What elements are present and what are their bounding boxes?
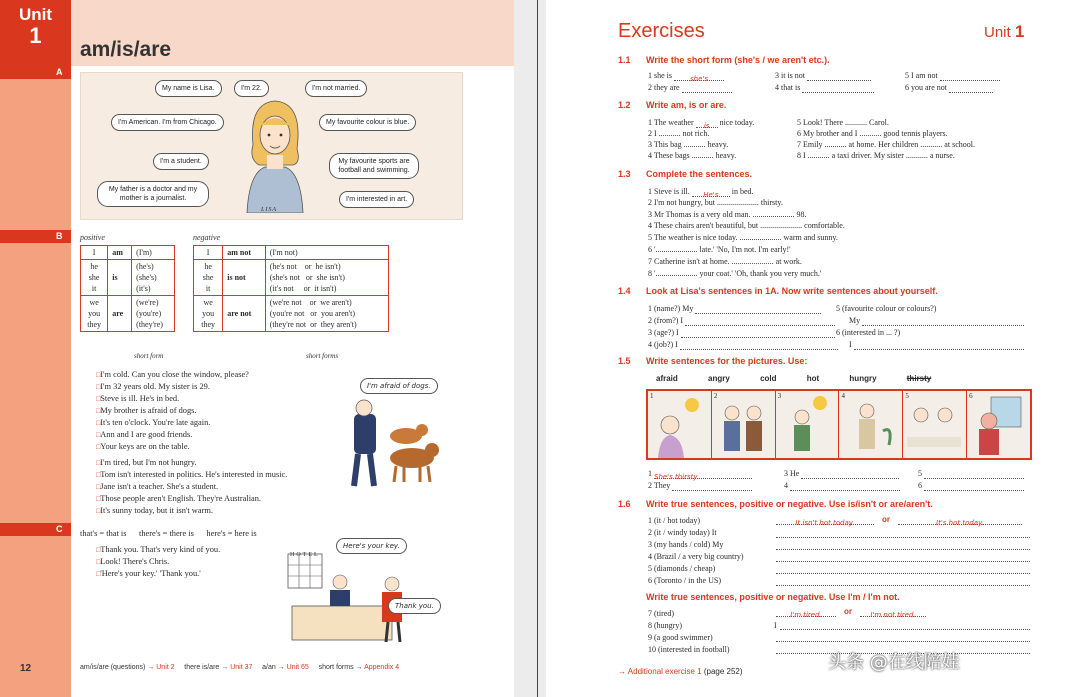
item-text: 1 The weather [648, 118, 696, 127]
pos-row-3 [81, 296, 175, 332]
item-text: 4 (job?) I [648, 340, 678, 349]
ex-1-6-item: 2 (it / windy today) It [648, 528, 717, 537]
angry-man-picture [967, 391, 1029, 458]
picture-cell [967, 391, 1030, 458]
footer-text: am/is/are (questions) → [80, 664, 157, 671]
answer-blank[interactable] [854, 342, 1024, 350]
item-text: I [849, 340, 852, 349]
ex-1-4-item [648, 315, 835, 326]
neg-contraction: (I'm not) [265, 246, 388, 260]
hotel-illustration [284, 548, 444, 644]
answer-blank[interactable] [674, 73, 724, 81]
answer-blank[interactable] [695, 306, 821, 314]
item-text: 3 He [784, 469, 800, 478]
footer-text: short forms → [318, 664, 365, 671]
answer-blank[interactable] [680, 342, 838, 350]
answer-blank[interactable] [940, 73, 1000, 81]
exercises-unit-number: 1 [1014, 22, 1025, 41]
list-item: □ I'm cold. Can you close the window, please? [96, 369, 249, 381]
hungry-people-picture [903, 391, 965, 458]
picture-number: 3 [777, 392, 782, 400]
ex-1-6b-line8: I [774, 621, 777, 630]
lisa-portrait [239, 93, 311, 213]
ex-1-2-item: 5 Look! There ........... Carol. [797, 118, 889, 127]
answer-blank[interactable] [776, 517, 874, 525]
ex-1-1-item [775, 82, 874, 93]
bubble-age: I'm 22. [234, 80, 269, 97]
picture-cell [712, 391, 776, 458]
unit-box [0, 0, 71, 66]
negative-label: negative [193, 233, 221, 242]
b-examples-list-1 [96, 369, 249, 453]
list-item: □ Thank you. That's very kind of you. [96, 544, 220, 556]
item-text: 1 she is [648, 71, 672, 80]
footer-link[interactable]: Unit 37 [230, 664, 253, 671]
picture-number: 6 [969, 392, 973, 400]
pos-verb: are [108, 296, 132, 332]
bubble-name: My name is Lisa. [155, 80, 222, 97]
answer-blank[interactable] [862, 318, 1024, 326]
section-b-label: B [56, 231, 63, 241]
ex-1-1-item [775, 70, 871, 81]
item-text: 3 (age?) I [648, 328, 679, 337]
ex-1-5-number: 1.5 [618, 356, 631, 366]
item-text: 5 [918, 469, 922, 478]
ex-1-2-item: 3 This bag ........... heavy. [648, 140, 729, 149]
list-item: □ Your keys are on the table. [96, 441, 249, 453]
answer-blank[interactable] [776, 609, 836, 617]
handwritten-answer: I'm tired. [790, 611, 822, 619]
dog-speech-bubble: I'm afraid of dogs. [360, 378, 438, 394]
answer-line[interactable] [776, 542, 1030, 550]
ex-1-5-answer [784, 480, 900, 491]
item-text: 5 I am not [905, 71, 938, 80]
item-text: 3 it is not [775, 71, 806, 80]
answer-blank[interactable] [672, 483, 752, 491]
ex-1-2-item: 4 These bags ........... heavy. [648, 151, 737, 160]
answer-blank[interactable] [681, 330, 835, 338]
ex-1-3-item: 7 Catherine isn't at home. ..................... at work. [648, 257, 802, 266]
list-item: □ Ann and I are good friends. [96, 429, 249, 441]
page-number: 12 [20, 663, 32, 674]
ex-1-3-item: 4 These chairs aren't beautiful, but ..................... comfortable. [648, 221, 845, 230]
ex-1-3-item: 6 '..................... late.' 'No, I'm not. I'm early!' [648, 245, 791, 254]
word-item: cold [760, 374, 777, 383]
cold-people-picture [712, 391, 774, 458]
picture-cell [776, 391, 840, 458]
bubble-colour: My favourite colour is blue. [319, 114, 416, 131]
ex-1-4-item [849, 339, 1024, 350]
ex-1-6b-item: 9 (a good swimmer) [648, 633, 713, 642]
answer-blank[interactable] [790, 483, 900, 491]
pos-subject: we you they [81, 296, 108, 332]
neg-row-2 [194, 260, 389, 296]
ex-1-1-item [905, 82, 993, 93]
hotel-sign: HOTEL [290, 552, 320, 558]
word-item: hot [806, 374, 820, 383]
footer-link[interactable]: Unit 2 [156, 664, 175, 671]
neg-subject: we you they [194, 296, 223, 332]
lisa-illustration [80, 72, 463, 220]
additional-exercise-link[interactable]: Additional exercise 1 [627, 667, 702, 676]
answer-blank[interactable] [654, 471, 752, 479]
ex-1-6-item: 1 (it / hot today) [648, 516, 700, 525]
answer-blank[interactable] [949, 85, 993, 93]
ex-1-3-item: 8 '..................... your coat.' 'Oh, thank you very much.' [648, 269, 822, 278]
section-c-label: C [56, 524, 63, 534]
answer-blank[interactable] [801, 471, 899, 479]
watermark: 头条 @在线陪娃 [828, 652, 960, 673]
neg-subject: I [194, 246, 223, 260]
thirsty-woman-picture [648, 391, 710, 458]
list-item: □ Tom isn't interested in politics. He's interested in music. [96, 469, 287, 481]
ex-1-2-item [648, 117, 754, 128]
answer-blank[interactable] [685, 318, 835, 326]
handwritten-answer: she's [690, 75, 708, 83]
list-item: □ Steve is ill. He's in bed. [96, 393, 249, 405]
ex-1-6b-item: 10 (interested in football) [648, 645, 730, 654]
arrow-icon: → [618, 667, 628, 676]
pos-contraction: (I'm) [132, 246, 175, 260]
list-item: □ I'm 32 years old. My sister is 29. [96, 381, 249, 393]
ex-1-4-number: 1.4 [618, 286, 631, 296]
ex-1-6-number: 1.6 [618, 499, 631, 509]
ex-1-2-heading: Write am, is or are. [646, 100, 727, 110]
answer-blank[interactable] [924, 471, 1024, 479]
answer-blank[interactable] [924, 483, 1024, 491]
item-text: My [849, 316, 861, 325]
answer-blank[interactable] [802, 85, 874, 93]
ex-1-5-heading: Write sentences for the pictures. Use: [646, 356, 808, 366]
answer-blank[interactable] [696, 120, 718, 128]
left-page [0, 0, 514, 697]
footer-text: there is/are → [184, 664, 231, 671]
ex-1-5-answer [648, 468, 752, 479]
ex-1-5-answer [918, 468, 1024, 479]
ex-1-3-item [648, 186, 754, 197]
item-text: 1 [648, 469, 654, 478]
neg-verb: are not [223, 296, 266, 332]
pos-row-2 [81, 260, 175, 296]
picture-number: 4 [841, 392, 845, 400]
pos-contraction: (he's) (she's) (it's) [132, 260, 175, 296]
answer-line[interactable] [776, 634, 1030, 642]
short-forms-label: short forms [306, 352, 339, 360]
neg-verb: am not [223, 246, 266, 260]
word-bank [656, 374, 947, 383]
ex-1-3-number: 1.3 [618, 169, 631, 179]
left-margin-strip [0, 0, 71, 697]
lisa-caption: LISA [261, 207, 277, 213]
additional-exercise-ref [618, 666, 743, 677]
exercises-unit [984, 22, 1024, 42]
neg-subject: he she it [194, 260, 223, 296]
list-item: □ Those people aren't English. They're Australian. [96, 493, 287, 505]
b-examples-list-2 [96, 457, 287, 517]
answer-blank[interactable] [807, 73, 871, 81]
picture-number: 5 [905, 392, 909, 400]
pos-subject: he she it [81, 260, 108, 296]
thank-speech-bubble: Thank you. [388, 598, 441, 614]
answer-blank[interactable] [692, 189, 730, 197]
list-item: □ Jane isn't a teacher. She's a student. [96, 481, 287, 493]
answer-line[interactable] [776, 554, 1030, 562]
neg-contraction: (we're not or we aren't) (you're not or you aren't) (they're not or they aren't) [265, 296, 388, 332]
page-title: am/is/are [80, 38, 172, 61]
footer-link[interactable]: Appendix 4 [364, 664, 400, 671]
ex-1-2-number: 1.2 [618, 100, 631, 110]
ex-1-2-item: 8 I ........... a taxi driver. My sister ........... a nurse. [797, 151, 955, 160]
neg-row-3 [194, 296, 389, 332]
right-page [546, 0, 1080, 697]
neg-verb: is not [223, 260, 266, 296]
ex-1-6b-heading: Write true sentences, positive or negative. Use I'm / I'm not. [646, 592, 900, 602]
key-speech-bubble: Here's your key. [336, 538, 407, 554]
answer-line[interactable] [776, 566, 1030, 574]
list-item: □ My brother is afraid of dogs. [96, 405, 249, 417]
ex-1-6-item: 5 (diamonds / cheap) [648, 564, 716, 573]
pos-contraction: (we're) (you're) (they're) [132, 296, 175, 332]
ex-1-6b-answer-row [776, 606, 926, 617]
ex-1-2-item: 2 I ........... not rich. [648, 129, 710, 138]
footer-link[interactable]: Unit 65 [286, 664, 309, 671]
bubble-parents: My father is a doctor and my mother is a journalist. [97, 181, 209, 207]
item-text: 1 Steve is ill. [648, 187, 692, 196]
unit-label: Unit [18, 5, 53, 24]
word-item: hungry [849, 374, 877, 383]
ex-1-4-item [648, 339, 838, 350]
ex-1-6-item: 3 (my hands / cold) My [648, 540, 724, 549]
c-header: that's = that is there's = there is here's = here is [80, 529, 257, 538]
item-text: 1 (name?) My [648, 304, 694, 313]
answer-line[interactable] [776, 578, 1030, 586]
hot-man-picture [776, 391, 838, 458]
ex-1-1-item [905, 70, 1000, 81]
ex-1-6-answer-row [776, 514, 1022, 525]
ex-1-1-number: 1.1 [618, 55, 631, 65]
item-text: 6 you are not [905, 83, 947, 92]
answer-blank[interactable] [682, 85, 732, 93]
ex-1-5-answer [784, 468, 899, 479]
handwritten-answer: He's [703, 191, 719, 199]
picture-strip [646, 389, 1032, 460]
ex-1-3-item: 5 The weather is nice today. ..................... warm and sunny. [648, 233, 838, 242]
picture-number: 1 [650, 392, 654, 400]
pos-verb: am [108, 246, 132, 260]
bubble-student: I'm a student. [153, 153, 209, 170]
ex-1-3-item: 2 I'm not hungry, but ..................... thirsty. [648, 198, 783, 207]
picture-cell [903, 391, 967, 458]
answer-line[interactable] [780, 622, 1030, 630]
dog-illustration [340, 396, 456, 496]
handwritten-answer: It isn't hot today. [795, 519, 855, 527]
list-item: □ 'Here's your key.' 'Thank you.' [96, 568, 220, 580]
word-item: afraid [656, 374, 678, 383]
ex-1-6-item: 6 (Toronto / in the US) [648, 576, 721, 585]
afraid-man-picture [839, 391, 901, 458]
ex-1-6-item: 4 (Brazil / a very big country) [648, 552, 744, 561]
word-item: angry [708, 374, 730, 383]
handwritten-answer: I'm not tired. [870, 611, 916, 619]
ex-1-4-heading: Look at Lisa's sentences in 1A. Now write sentences about yourself. [646, 286, 938, 296]
ex-1-4-item [648, 303, 821, 314]
ex-1-6-heading: Write true sentences, positive or negative. Use is/isn't or are/aren't. [646, 499, 933, 509]
pos-verb: is [108, 260, 132, 296]
bubble-sports: My favourite sports are football and swimming. [329, 153, 419, 179]
answer-blank[interactable] [898, 517, 1022, 525]
item-text: 4 [784, 481, 788, 490]
ex-1-2-item: 6 My brother and I ........... good tennis players. [797, 129, 948, 138]
book-gutter [514, 0, 546, 697]
picture-number: 2 [713, 392, 718, 400]
or-label: or [882, 515, 890, 524]
neg-contraction: (he's not or he isn't) (she's not or she isn't) (it's not or it isn't) [265, 260, 388, 296]
ex-1-6b-item: 7 (tired) [648, 609, 674, 618]
additional-exercise-page: (page 252) [701, 667, 743, 676]
item-text: 2 (from?) I [648, 316, 684, 325]
bubble-american: I'm American. I'm from Chicago. [111, 114, 224, 131]
ex-1-4-item [849, 315, 1024, 326]
c-examples-list [96, 544, 220, 580]
positive-label: positive [80, 233, 105, 242]
item-text: in bed. [729, 187, 754, 196]
ex-1-3-item: 3 Mr Thomas is a very old man. ..................... 98. [648, 210, 807, 219]
section-a-label: A [56, 67, 63, 77]
item-text: 2 they are [648, 83, 680, 92]
item-text: 2 They [648, 481, 671, 490]
bubble-art: I'm interested in art. [339, 191, 414, 208]
positive-table [80, 245, 175, 332]
ex-1-5-answer [918, 480, 1024, 491]
word-item-crossed: thirsty [906, 374, 932, 383]
or-label: or [844, 607, 852, 616]
ex-1-6b-item: 8 (hungry) [648, 621, 682, 630]
picture-cell [839, 391, 903, 458]
answer-line[interactable] [776, 530, 1030, 538]
list-item: □ Look! There's Chris. [96, 556, 220, 568]
pos-row-1 [81, 246, 175, 260]
picture-cell [648, 391, 712, 458]
item-text: 4 that is [775, 83, 801, 92]
item-text: nice today. [717, 118, 755, 127]
ex-1-4-item: 5 (favourite colour or colours?) [836, 304, 937, 313]
handwritten-answer: It's hot today. [936, 519, 984, 527]
left-footer [80, 664, 399, 671]
neg-row-1 [194, 246, 389, 260]
ex-1-2-item: 7 Emily ........... at home. Her children ........... at school. [797, 140, 975, 149]
footer-text: a/an → [262, 664, 287, 671]
ex-1-3-heading: Complete the sentences. [646, 169, 753, 179]
ex-1-1-item [648, 70, 724, 81]
bubble-married: I'm not married. [305, 80, 367, 97]
short-form-label: short form [134, 352, 164, 360]
ex-1-4-item [648, 327, 835, 338]
ex-1-1-heading: Write the short form (she's / we aren't etc.). [646, 55, 830, 65]
ex-1-5-answer [648, 480, 752, 491]
section-b-spacer [71, 230, 514, 243]
handwritten-answer: She's thirsty. [654, 473, 700, 481]
handwritten-answer: is [703, 122, 710, 130]
pos-subject: I [81, 246, 108, 260]
ex-1-1-item [648, 82, 732, 93]
ex-1-4-item: 6 (interested in ... ?) [836, 328, 901, 337]
unit-number: 1 [29, 23, 42, 48]
answer-blank[interactable] [860, 609, 926, 617]
list-item: □ I'm tired, but I'm not hungry. [96, 457, 287, 469]
item-text: 6 [918, 481, 922, 490]
exercises-title: Exercises [618, 20, 705, 42]
list-item: □ It's ten o'clock. You're late again. [96, 417, 249, 429]
list-item: □ It's sunny today, but it isn't warm. [96, 505, 287, 517]
exercises-unit-label: Unit [984, 24, 1011, 41]
negative-table [193, 245, 389, 332]
